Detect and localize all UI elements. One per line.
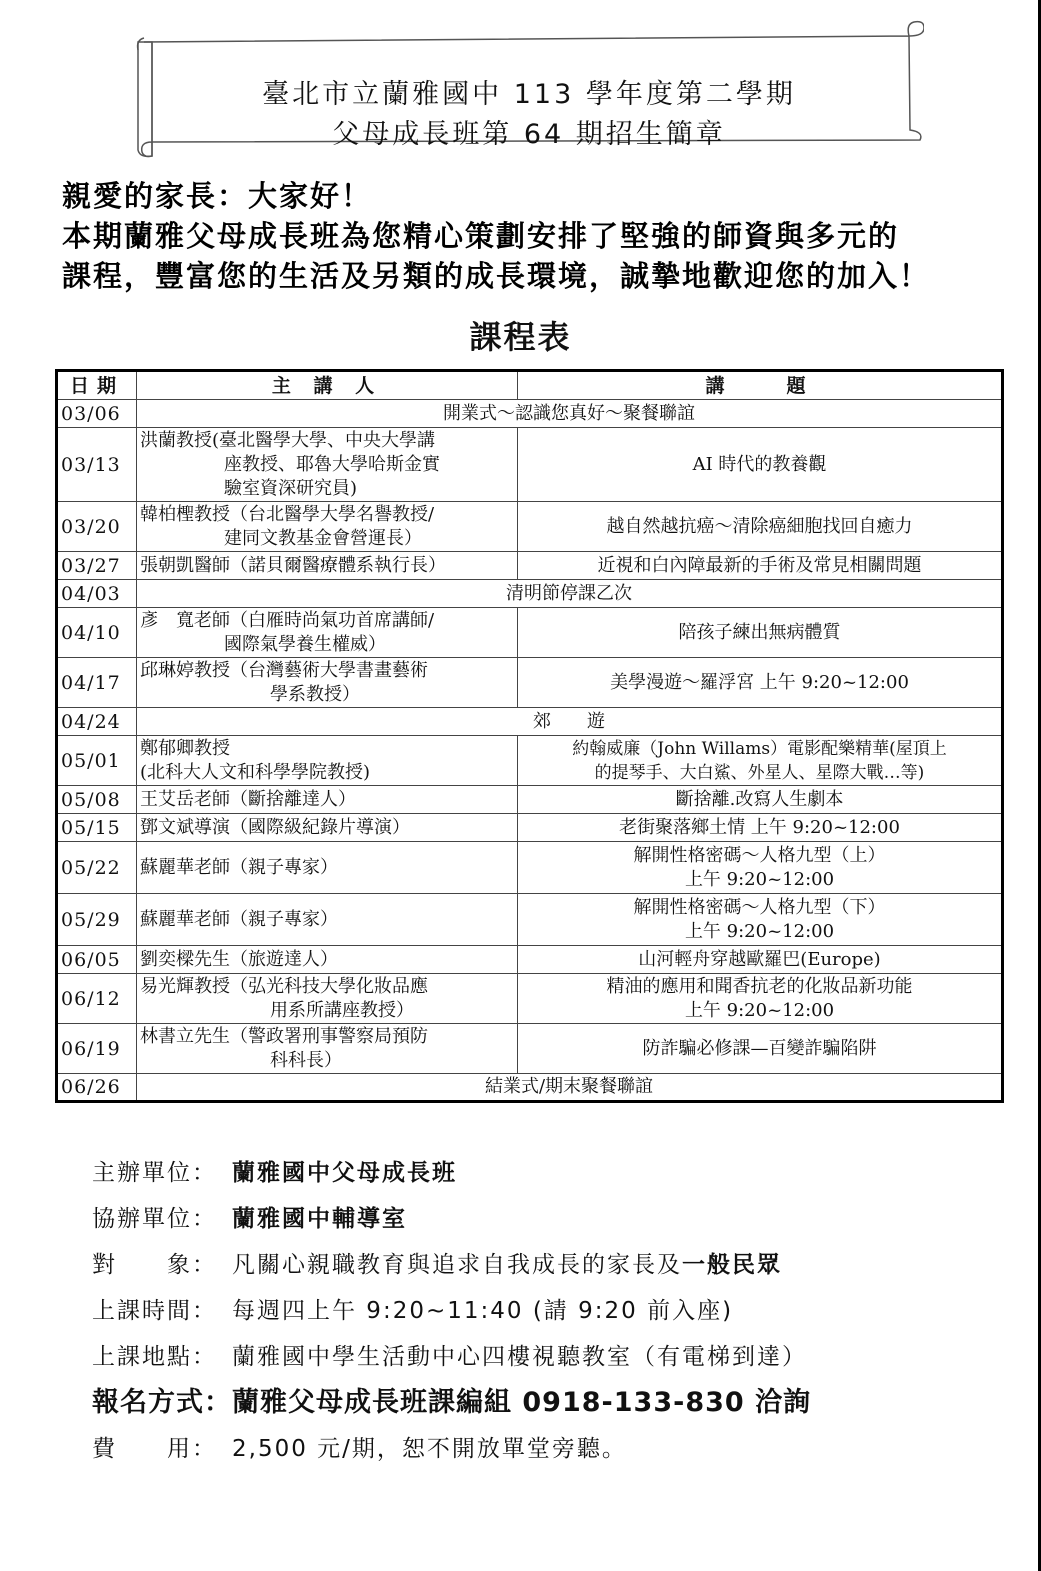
speaker-line: 學系教授） bbox=[270, 683, 360, 705]
row-date: 06/19 bbox=[57, 1024, 137, 1074]
row-topic: 美學漫遊～羅浮宮 上午 9:20~12:00 bbox=[518, 658, 1003, 708]
topic-line: 上午 9:20~12:00 bbox=[684, 999, 835, 1021]
row-speaker bbox=[137, 736, 518, 786]
info-section bbox=[92, 1150, 1012, 1472]
info-value: 蘭雅國中學生活動中心四樓視聽教室（有電梯到達） bbox=[232, 1344, 807, 1370]
speaker-line: 建同文教基金會營運長） bbox=[224, 527, 422, 549]
row-topic: 老街聚落鄉土情 上午 9:20~12:00 bbox=[518, 814, 1003, 842]
info-target bbox=[92, 1242, 1012, 1288]
title-line-2: 父母成長班第 64 期招生簡章 bbox=[332, 119, 726, 150]
row-topic: 防詐騙必修課—百變詐騙陷阱 bbox=[518, 1024, 1003, 1074]
row-date: 04/17 bbox=[57, 658, 137, 708]
table-row bbox=[57, 400, 1003, 428]
info-value: 每週四上午 9:20~11:40 (請 9:20 前入座) bbox=[232, 1298, 734, 1324]
info-value: 2,500 元/期，恕不開放單堂旁聽。 bbox=[232, 1436, 627, 1462]
speaker-line: 用系所講座教授） bbox=[270, 999, 414, 1021]
row-event: 郊 遊 bbox=[137, 708, 1003, 736]
greeting-salutation: 親愛的家長：大家好！ bbox=[62, 179, 373, 213]
info-value: 蘭雅國中父母成長班 bbox=[232, 1160, 457, 1186]
row-speaker: 鄧文斌導演（國際級紀錄片導演） bbox=[137, 814, 518, 842]
table-row bbox=[57, 708, 1003, 736]
info-label: 主辦單位： bbox=[92, 1160, 217, 1186]
table-row bbox=[57, 946, 1003, 974]
table-row bbox=[57, 842, 1003, 894]
speaker-line: 驗室資深研究員) bbox=[224, 477, 358, 499]
row-date: 05/01 bbox=[57, 736, 137, 786]
row-topic bbox=[518, 974, 1003, 1024]
header-speaker: 主 講 人 bbox=[137, 371, 518, 400]
info-fee bbox=[92, 1426, 1012, 1472]
row-event: 開業式～認識您真好～聚餐聯誼 bbox=[137, 400, 1003, 428]
table-row bbox=[57, 814, 1003, 842]
title-line-1: 臺北市立蘭雅國中 113 學年度第二學期 bbox=[262, 79, 796, 110]
speaker-line: 韓柏檉教授（台北醫學大學名譽教授/ bbox=[140, 503, 435, 525]
row-topic: 近視和白內障最新的手術及常見相關問題 bbox=[518, 552, 1003, 580]
table-row bbox=[57, 428, 1003, 502]
info-label: 報名方式： bbox=[92, 1387, 232, 1418]
topic-line: 解開性格密碼～人格九型（上） bbox=[633, 844, 886, 866]
info-value-strong: 一般民眾 bbox=[682, 1252, 782, 1278]
info-label: 協辦單位： bbox=[92, 1206, 217, 1232]
table-row bbox=[57, 974, 1003, 1024]
info-label: 費 用： bbox=[92, 1436, 217, 1462]
row-date: 03/27 bbox=[57, 552, 137, 580]
info-value: 凡關心親職教育與追求自我成長的家長及 bbox=[232, 1252, 682, 1278]
row-event: 結業式/期末聚餐聯誼 bbox=[137, 1074, 1003, 1102]
speaker-line: 林書立先生（警政署刑事警察局預防 bbox=[140, 1025, 428, 1047]
speaker-line: 易光輝教授（弘光科技大學化妝品應 bbox=[140, 975, 428, 997]
row-speaker bbox=[137, 974, 518, 1024]
row-date: 05/08 bbox=[57, 786, 137, 814]
greeting-text-line-2: 課程，豐富您的生活及另類的成長環境，誠摯地歡迎您的加入！ bbox=[62, 259, 931, 293]
row-date: 06/12 bbox=[57, 974, 137, 1024]
row-topic: AI 時代的教養觀 bbox=[518, 428, 1003, 502]
row-date: 04/03 bbox=[57, 580, 137, 608]
speaker-line: 邱琳婷教授（台灣藝術大學書畫藝術 bbox=[140, 659, 428, 681]
info-signup bbox=[92, 1380, 1012, 1426]
row-topic: 越自然越抗癌～清除癌細胞找回自癒力 bbox=[518, 502, 1003, 552]
row-date: 06/26 bbox=[57, 1074, 137, 1102]
info-time bbox=[92, 1288, 1012, 1334]
greeting-block bbox=[62, 176, 1012, 296]
info-label: 上課地點： bbox=[92, 1344, 217, 1370]
row-speaker: 張朝凱醫師（諾貝爾醫療體系執行長） bbox=[137, 552, 518, 580]
row-speaker bbox=[137, 428, 518, 502]
info-value: 蘭雅父母成長班課編組 0918-133-830 洽詢 bbox=[232, 1387, 812, 1418]
schedule-table bbox=[55, 369, 1004, 1103]
row-speaker: 劉奕樑先生（旅遊達人） bbox=[137, 946, 518, 974]
speaker-line: 科科長） bbox=[270, 1049, 342, 1071]
info-coorganizer bbox=[92, 1196, 1012, 1242]
row-speaker bbox=[137, 502, 518, 552]
speaker-line: (北科大人文和科學學院教授) bbox=[140, 761, 371, 783]
row-date: 03/13 bbox=[57, 428, 137, 502]
row-date: 06/05 bbox=[57, 946, 137, 974]
topic-line: 上午 9:20~12:00 bbox=[684, 868, 835, 890]
row-topic: 陪孩子練出無病體質 bbox=[518, 608, 1003, 658]
speaker-line: 彥 寬老師（白雁時尚氣功首席講師/ bbox=[140, 609, 435, 631]
row-date: 03/06 bbox=[57, 400, 137, 428]
greeting-text-line-1: 本期蘭雅父母成長班為您精心策劃安排了堅強的師資與多元的 bbox=[62, 219, 900, 253]
header-topic: 講 題 bbox=[518, 371, 1003, 400]
info-value: 蘭雅國中輔導室 bbox=[232, 1206, 407, 1232]
row-topic bbox=[518, 894, 1003, 946]
table-row bbox=[57, 786, 1003, 814]
table-row bbox=[57, 1024, 1003, 1074]
row-topic: 斷捨離.改寫人生劇本 bbox=[518, 786, 1003, 814]
row-date: 05/15 bbox=[57, 814, 137, 842]
row-speaker bbox=[137, 1024, 518, 1074]
row-date: 05/22 bbox=[57, 842, 137, 894]
row-topic bbox=[518, 736, 1003, 786]
row-date: 05/29 bbox=[57, 894, 137, 946]
info-label: 對 象： bbox=[92, 1252, 217, 1278]
row-speaker: 蘇麗華老師（親子專家） bbox=[137, 894, 518, 946]
row-date: 04/24 bbox=[57, 708, 137, 736]
title-scroll-banner bbox=[134, 20, 924, 158]
table-row bbox=[57, 894, 1003, 946]
row-speaker bbox=[137, 608, 518, 658]
topic-line: 上午 9:20~12:00 bbox=[684, 920, 835, 942]
speaker-line: 國際氣學養生權威） bbox=[224, 633, 386, 655]
row-date: 03/20 bbox=[57, 502, 137, 552]
row-topic: 山河輕舟穿越歐羅巴(Europe) bbox=[518, 946, 1003, 974]
table-row bbox=[57, 1074, 1003, 1102]
table-row bbox=[57, 580, 1003, 608]
speaker-line: 鄭郁卿教授 bbox=[140, 737, 230, 759]
info-label: 上課時間： bbox=[92, 1298, 217, 1324]
topic-line: 解開性格密碼～人格九型（下） bbox=[633, 896, 886, 918]
header-date: 日期 bbox=[57, 371, 137, 400]
topic-line: 約翰威廉（John Willams）電影配樂精華(屋頂上 bbox=[572, 738, 947, 759]
table-header-row bbox=[57, 371, 1003, 400]
schedule-title: 課程表 bbox=[469, 318, 572, 356]
table-row bbox=[57, 502, 1003, 552]
info-organizer bbox=[92, 1150, 1012, 1196]
row-event: 清明節停課乙次 bbox=[137, 580, 1003, 608]
speaker-line: 座教授、耶魯大學哈斯金實 bbox=[224, 453, 440, 475]
row-date: 04/10 bbox=[57, 608, 137, 658]
row-speaker bbox=[137, 658, 518, 708]
table-row bbox=[57, 658, 1003, 708]
row-topic bbox=[518, 842, 1003, 894]
info-place bbox=[92, 1334, 1012, 1380]
table-row bbox=[57, 736, 1003, 786]
topic-line: 精油的應用和聞香抗老的化妝品新功能 bbox=[606, 975, 913, 997]
row-speaker: 王艾岳老師（斷捨離達人） bbox=[137, 786, 518, 814]
row-speaker: 蘇麗華老師（親子專家） bbox=[137, 842, 518, 894]
speaker-line: 洪蘭教授(臺北醫學大學、中央大學講 bbox=[140, 429, 436, 451]
table-row bbox=[57, 552, 1003, 580]
topic-line: 的提琴手、大白鯊、外星人、星際大戰…等) bbox=[594, 762, 925, 783]
table-row bbox=[57, 608, 1003, 658]
